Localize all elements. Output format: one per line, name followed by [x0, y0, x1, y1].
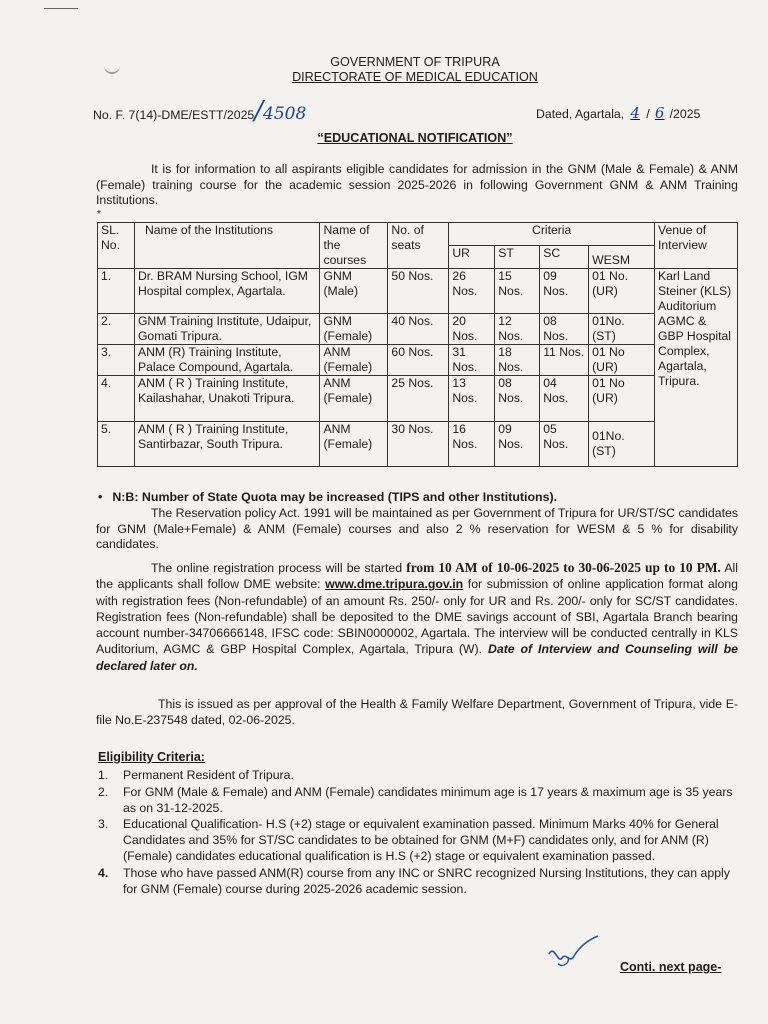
- list-item-number: 1.: [98, 768, 109, 782]
- cell-sc: 05 Nos.: [540, 422, 589, 467]
- reservation-paragraph: The Reservation policy Act. 1991 will be maintained as per Government of Tripura for UR/ST/SC candidates for GNM (Male+Female) & ANM (Female) courses and also 2 % reservation for WESM & 5 % for disability candidates.: [96, 506, 738, 552]
- list-item-text: Permanent Resident of Tripura.: [123, 768, 294, 782]
- cell-sc: 09 Nos.: [540, 269, 589, 314]
- cell-institution: GNM Training Institute, Udaipur, Gomati Tripura.: [134, 314, 320, 345]
- cell-st: 18 Nos.: [495, 345, 540, 376]
- list-item: [98, 817, 738, 864]
- dated-label: Dated, Agartala,: [536, 107, 625, 121]
- registration-dates: from 10 AM of 10-06-2025 to 30-06-2025 up to 10 PM.: [406, 560, 721, 575]
- online-registration-paragraph: [96, 560, 738, 674]
- cell-sc: 08 Nos.: [540, 314, 589, 345]
- table-row: [98, 269, 738, 314]
- col-header-ur: UR: [449, 246, 495, 269]
- eligibility-list: [98, 768, 738, 898]
- interview-date-note: Date of Interview and Counseling will be declared later on.: [96, 642, 738, 673]
- list-item-text: Those who have passed ANM(R) course from any INC or SNRC recognized Nursing Institutions, they can apply for GNM (Female) course during 2025-2026 academic session.: [123, 865, 730, 896]
- dated-year: /2025: [669, 107, 701, 121]
- directorate-heading: DIRECTORATE OF MEDICAL EDUCATION: [292, 70, 538, 84]
- cell-wesm: 01 No (UR): [589, 345, 655, 376]
- handwritten-month: 6: [654, 104, 665, 122]
- online-post: for submission of online application format along with registration fees (Non-refundable) of an amount Rs. 250/- only for UR and Rs. 200/- only for SC/ST candidates. Registration fees (Non-refundable) shall be deposited to the DME savings account of SBI, Agartala Branch bearing account number-34706666148, IFSC code: SBIN0000002, Agartala. The interview will be conducted centrally in KLS Auditorium, AGMC & GBP Hospital Complex, Agartala, Tripura (W).: [96, 577, 738, 657]
- list-item: [98, 768, 738, 784]
- table-row: [98, 376, 738, 422]
- cell-course: GNM (Female): [320, 314, 388, 345]
- cell-wesm: 01No. (ST): [589, 314, 655, 345]
- signature-mark: [544, 934, 604, 974]
- cell-wesm: 01 No (UR): [589, 376, 655, 422]
- list-item: [98, 866, 738, 898]
- govt-heading: GOVERNMENT OF TRIPURA: [330, 55, 500, 69]
- approval-paragraph: This is issued as per approval of the Health & Family Welfare Department, Government of Tripura, vide E-file No.E-237548 dated, 02-06-2025.: [96, 697, 738, 727]
- list-item-number: 4.: [98, 865, 109, 880]
- cell-institution: Dr. BRAM Nursing School, IGM Hospital complex, Agartala.: [134, 269, 320, 314]
- col-header-name: Name of the Institutions: [134, 223, 320, 269]
- col-header-sc: SC: [540, 246, 589, 269]
- cell-institution: ANM ( R ) Training Institute, Santirbazar, South Tripura.: [134, 422, 320, 467]
- col-header-sl: SL. No.: [98, 223, 135, 269]
- cell-ur: 26 Nos.: [449, 269, 495, 314]
- intro-paragraph: It is for information to all aspirants eligible candidates for admission in the GNM (Male & Female) & ANM (Female) training course for the academic session 2025-2026 in following Government GNM & ANM Training Institutions.: [96, 162, 738, 208]
- col-header-st: ST: [495, 246, 540, 269]
- nb-text: N:B: Number of State Quota may be increased (TIPS and other Institutions).: [112, 490, 558, 504]
- cell-st: 09 Nos.: [495, 422, 540, 467]
- reference-number-text: No. F. 7(14)-DME/ESTT/2025: [93, 108, 255, 122]
- cell-sl: 1.: [98, 269, 135, 314]
- handwritten-slash: /: [254, 96, 264, 126]
- eligibility-title: Eligibility Criteria:: [98, 750, 205, 764]
- cell-ur: 16 Nos.: [449, 422, 495, 467]
- cell-ur: 20 Nos.: [449, 314, 495, 345]
- col-header-criteria: Criteria: [449, 223, 655, 246]
- cell-st: 15 Nos.: [495, 269, 540, 314]
- table-row: [98, 422, 738, 467]
- cell-seats: 50 Nos.: [388, 269, 449, 314]
- table-header-row: [98, 223, 738, 246]
- bullet-icon: •: [98, 490, 103, 504]
- cell-sc: 11 Nos.: [540, 345, 589, 376]
- cell-venue: Karl Land Steiner (KLS) Auditorium AGMC & GBP Hospital Complex, Agartala, Tripura.: [655, 269, 738, 467]
- cell-sl: 2.: [98, 314, 135, 345]
- cell-seats: 40 Nos.: [388, 314, 449, 345]
- continued-note: Conti. next page-: [620, 960, 722, 974]
- col-header-course: Name of the courses: [320, 223, 388, 269]
- list-item-number: 2.: [98, 784, 109, 799]
- cell-sc: 04 Nos.: [540, 376, 589, 422]
- list-item-text: For GNM (Male & Female) and ANM (Female) candidates minimum age is 17 years & maximum age is 35 years as on 31-12-2025.: [123, 784, 733, 815]
- cell-wesm: 01 No. (UR): [589, 269, 655, 314]
- cell-institution: ANM ( R ) Training Institute, Kailashahar, Unakoti Tripura.: [134, 376, 320, 422]
- cell-ur: 31 Nos.: [449, 345, 495, 376]
- online-mid: All the applicants shall follow DME website:: [96, 561, 739, 592]
- cell-sl: 3.: [98, 345, 135, 376]
- table-row: [98, 345, 738, 376]
- cell-sl: 5.: [98, 422, 135, 467]
- nb-note: [98, 490, 557, 504]
- col-header-seats: No. of seats: [388, 223, 449, 269]
- scan-mark-line: [44, 8, 78, 9]
- cell-institution: ANM (R) Training Institute, Palace Compound, Agartala.: [134, 345, 320, 376]
- dated-line: Dated, Agartala, 4 / 6 /2025: [536, 104, 701, 122]
- cell-course: ANM (Female): [320, 345, 388, 376]
- cell-seats: 30 Nos.: [388, 422, 449, 467]
- online-pre: The online registration process will be started: [151, 561, 407, 575]
- list-item-number: 3.: [98, 817, 109, 832]
- cell-sl: 4.: [98, 376, 135, 422]
- handwritten-ref-number: 4508: [263, 104, 307, 124]
- cell-st: 08 Nos.: [495, 376, 540, 422]
- table-row: [98, 314, 738, 345]
- list-item: [98, 785, 738, 817]
- col-header-wesm: WESM: [589, 246, 655, 269]
- notification-title: “EDUCATIONAL NOTIFICATION”: [317, 131, 513, 145]
- cell-course: GNM (Male): [320, 269, 388, 314]
- reference-number: [93, 96, 307, 126]
- list-item-text: Educational Qualification- H.S (+2) stage or equivalent examination passed. Minimum Marks 40% for General Candidates and 35% for ST/SC candidates to be obtained for GNM (M+F) candidates only, and for ANM (R) (Female) candidates educational qualification is H.S (+2) stage or equivalent examination passed.: [123, 817, 719, 863]
- handwritten-day: 4: [630, 104, 640, 122]
- cell-seats: 60 Nos.: [388, 345, 449, 376]
- cell-course: ANM (Female): [320, 422, 388, 467]
- cell-course: ANM (Female): [320, 376, 388, 422]
- cell-seats: 25 Nos.: [388, 376, 449, 422]
- cell-st: 12 Nos.: [495, 314, 540, 345]
- cell-ur: 13 Nos.: [449, 376, 495, 422]
- dme-website-link[interactable]: www.dme.tripura.gov.in: [325, 577, 464, 592]
- asterisk-mark: *: [97, 209, 101, 220]
- institutions-table: [97, 222, 738, 467]
- col-header-venue: Venue of Interview: [655, 223, 738, 269]
- cell-wesm: 01No. (ST): [589, 422, 655, 467]
